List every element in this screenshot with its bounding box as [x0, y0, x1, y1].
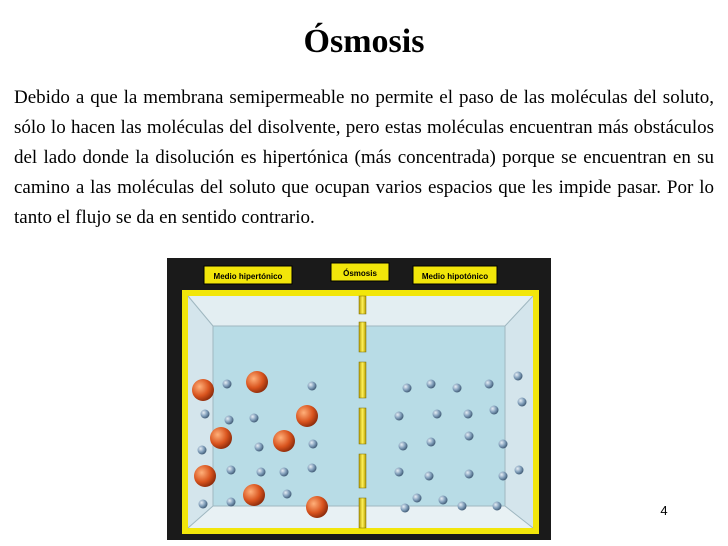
solvent-molecule — [499, 440, 508, 449]
solvent-molecule — [518, 398, 527, 407]
solvent-molecule — [309, 440, 318, 449]
solvent-molecule — [413, 494, 422, 503]
solvent-molecule — [198, 446, 207, 455]
solvent-molecule — [201, 410, 210, 419]
solvent-molecule — [433, 410, 442, 419]
solvent-molecule — [399, 442, 408, 451]
solute-molecule — [194, 465, 216, 487]
label-hypertonic — [204, 266, 292, 284]
page-number: 4 — [660, 503, 668, 518]
solvent-molecule — [223, 380, 232, 389]
solvent-molecule — [199, 500, 208, 509]
solvent-molecule — [308, 382, 317, 391]
osmosis-diagram — [167, 258, 551, 540]
label-osmosis — [331, 263, 389, 281]
solvent-molecule — [250, 414, 259, 423]
solute-molecule — [192, 379, 214, 401]
solvent-molecule — [453, 384, 462, 393]
solvent-molecule — [464, 410, 473, 419]
solvent-molecule — [257, 468, 266, 477]
solvent-molecule — [227, 498, 236, 507]
svg-text:Medio hipertónico: Medio hipertónico — [213, 272, 283, 281]
solvent-molecule — [493, 502, 502, 511]
solute-molecule — [246, 371, 268, 393]
solvent-molecule — [439, 496, 448, 505]
solvent-molecule — [458, 502, 467, 511]
solute-molecule — [210, 427, 232, 449]
svg-text:Ósmosis: Ósmosis — [343, 269, 377, 278]
solvent-molecule — [465, 432, 474, 441]
solvent-molecule — [395, 412, 404, 421]
solvent-molecule — [490, 406, 499, 415]
solvent-molecule — [401, 504, 410, 513]
solvent-molecule — [427, 438, 436, 447]
solute-molecule — [273, 430, 295, 452]
solute-molecule — [306, 496, 328, 518]
solvent-molecule — [515, 466, 524, 475]
solvent-molecule — [395, 468, 404, 477]
solvent-molecule — [308, 464, 317, 473]
slide-body-text: Debido a que la membrana semipermeable no permite el paso de las moléculas del soluto, sólo lo hacen las moléculas del disolvente, pero estas moléculas encuentran más obstáculos del lado donde la disolución es hipertónica (más concentrada) porque se encuentran en su camino a las moléculas del soluto que ocupan varios espacios que les impide pasar. Por lo tanto el flujo se da en sentido contrario. — [14, 87, 714, 228]
solvent-molecule — [427, 380, 436, 389]
solute-molecule — [243, 484, 265, 506]
solvent-molecule — [283, 490, 292, 499]
slide-title: Ósmosis — [303, 23, 425, 60]
solute-molecule — [296, 405, 318, 427]
solvent-molecule — [425, 472, 434, 481]
label-hypotonic — [413, 266, 497, 284]
solvent-molecule — [227, 466, 236, 475]
container-left-wall — [188, 296, 213, 528]
solvent-molecule — [225, 416, 234, 425]
solvent-molecule — [499, 472, 508, 481]
solvent-molecule — [255, 443, 264, 452]
container-right-wall — [505, 296, 533, 528]
solvent-molecule — [514, 372, 523, 381]
svg-text:Medio hipotónico: Medio hipotónico — [421, 272, 489, 281]
solvent-molecule — [403, 384, 412, 393]
solvent-molecule — [485, 380, 494, 389]
solvent-molecule — [280, 468, 289, 477]
solvent-molecule — [465, 470, 474, 479]
